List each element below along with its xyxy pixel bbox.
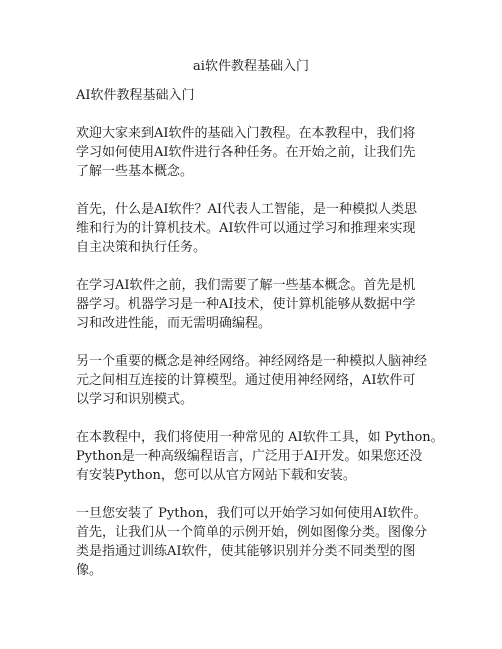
paragraph-4 <box>76 352 438 409</box>
paragraph-1 <box>76 124 438 181</box>
paragraph-line: 习和改进性能，而无需明确编程。 <box>76 316 272 331</box>
paragraph-3 <box>76 276 438 333</box>
paragraph-line: 一旦您安装了 Python，我们可以开始学习如何使用AI软件。 <box>76 506 427 521</box>
paragraph-line: 首先，什么是AI软件？AI代表人工智能，是一种模拟人类思 <box>76 202 418 217</box>
paragraph-line: 在本教程中，我们将使用一种常见的 AI软件工具，如 Python。 <box>76 430 444 445</box>
paragraph-line: 有安装Python，您可以从官方网站下载和安装。 <box>76 468 356 483</box>
paragraph-line: 像。 <box>76 563 103 578</box>
paragraph-line: 类是指通过训练AI软件，使其能够识别并分类不同类型的图 <box>76 544 416 559</box>
paragraph-line: 在学习AI软件之前，我们需要了解一些基本概念。首先是机 <box>76 278 416 293</box>
paragraph-5 <box>76 428 444 485</box>
paragraph-line: 学习如何使用AI软件进行各种任务。在开始之前，让我们先 <box>76 145 416 160</box>
document-body <box>76 86 444 599</box>
paragraph-line: Python是一种高级编程语言，广泛用于AI开发。如果您还没 <box>76 449 423 464</box>
paragraph-line: 欢迎大家来到AI软件的基础入门教程。在本教程中，我们将 <box>76 126 416 141</box>
paragraph-line: 首先，让我们从一个简单的示例开始，例如图像分类。图像分 <box>76 525 428 540</box>
paragraph-line: 自主决策和执行任务。 <box>76 240 207 255</box>
document-title: ai软件教程基础入门 <box>193 59 309 74</box>
paragraph-line: 了解一些基本概念。 <box>76 164 194 179</box>
paragraph-line: 另一个重要的概念是神经网络。神经网络是一种模拟人脑神经 <box>76 354 428 369</box>
paragraph-6 <box>76 504 438 580</box>
section-heading: AI软件教程基础入门 <box>76 88 195 103</box>
paragraph-line: 元之间相互连接的计算模型。通过使用神经网络，AI软件可 <box>76 373 416 388</box>
paragraph-line: 器学习。机器学习是一种AI技术，使计算机能够从数据中学 <box>76 297 416 312</box>
paragraph-line: 维和行为的计算机技术。AI软件可以通过学习和推理来实现 <box>76 221 416 236</box>
paragraph-line: 以学习和识别模式。 <box>76 392 194 407</box>
paragraph-2 <box>76 200 438 257</box>
